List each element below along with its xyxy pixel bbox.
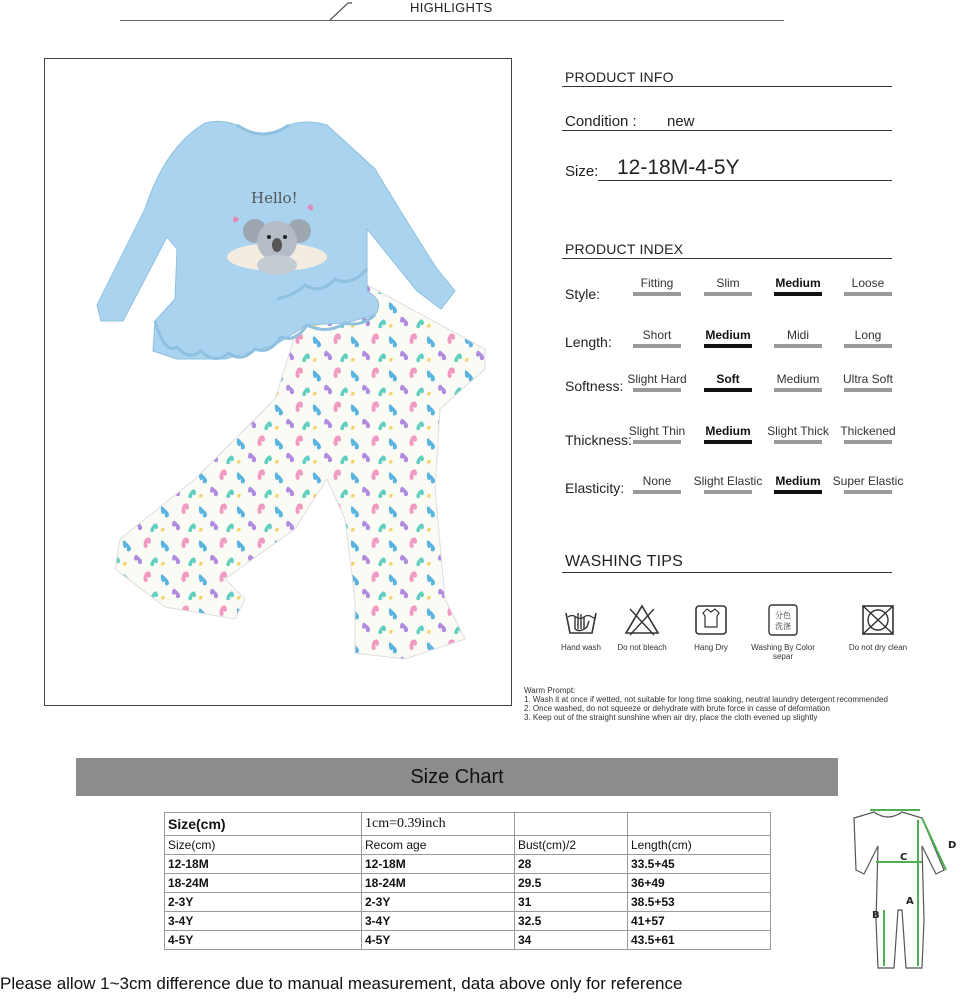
conversion-note: 1cm=0.39inch: [362, 813, 515, 836]
index-option-label: Slight Thick: [767, 424, 829, 438]
index-option-label: Medium: [705, 328, 751, 342]
table-cell: 43.5+61: [628, 931, 771, 950]
footer-note: Please allow 1~3cm difference due to manual measurement, data above only for reference: [0, 974, 683, 993]
svg-text:洗涤: 洗涤: [775, 622, 791, 631]
index-row-label: Thickness:: [565, 432, 632, 448]
index-option-label: Fitting: [640, 276, 674, 290]
index-option: [621, 474, 693, 494]
table-cell: 36+49: [628, 874, 771, 893]
index-option-bar: [774, 388, 822, 392]
warm-prompt-line: 3. Keep out of the straight sunshine when air dry, place the cloth evened up slightly: [524, 713, 818, 722]
index-option-bar: [633, 292, 681, 296]
index-option-bar: [704, 344, 752, 348]
table-row: [165, 855, 771, 874]
index-option-bar: [844, 490, 892, 494]
index-option: [692, 474, 764, 494]
table-row: [165, 874, 771, 893]
warm-prompt: [524, 686, 964, 722]
index-option-bar: [844, 344, 892, 348]
wash-item-hang-dry: [671, 603, 751, 652]
index-option-bar: [844, 388, 892, 392]
index-option-label: Thickened: [840, 424, 896, 438]
table-cell: 4-5Y: [165, 931, 362, 950]
index-option: [621, 328, 693, 348]
index-option: [832, 424, 904, 444]
index-row-label: Style:: [565, 286, 601, 302]
table-cell: 12-18M: [362, 855, 515, 874]
table-cell: 12-18M: [165, 855, 362, 874]
table-title-row: [165, 813, 771, 836]
color-separate-icon: [765, 603, 801, 637]
index-option-label: Slight Thin: [628, 424, 686, 438]
index-row-label: Softness:: [565, 378, 624, 394]
table-row: [165, 931, 771, 950]
index-option-label: Slim: [716, 276, 740, 290]
product-index-rule: [562, 258, 892, 259]
product-info-title: PRODUCT INFO: [565, 69, 674, 85]
index-option-label: Super Elastic: [832, 474, 904, 488]
index-option-label: Soft: [716, 372, 740, 386]
index-option-selected: [762, 474, 834, 494]
index-option-bar: [774, 344, 822, 348]
table-row: [165, 893, 771, 912]
index-option-label: Medium: [776, 372, 820, 386]
wash-label: Do not dry clean: [848, 643, 908, 652]
index-option-label: Loose: [851, 276, 885, 290]
table-cell: 33.5+45: [628, 855, 771, 874]
index-option-bar: [704, 292, 752, 296]
table-cell: 3-4Y: [165, 912, 362, 931]
table-cell: 29.5: [515, 874, 628, 893]
index-option-label: Midi: [786, 328, 809, 342]
wash-item-color-separate: [746, 603, 820, 661]
wash-item-no-dry-clean: [838, 603, 918, 652]
highlights-slash-icon: [326, 2, 352, 20]
highlights-rule: [120, 20, 784, 21]
index-option-bar: [704, 440, 752, 444]
no-bleach-icon: [624, 603, 660, 637]
index-option: [762, 424, 834, 444]
index-option: [762, 372, 834, 392]
svg-text:分色: 分色: [775, 611, 791, 620]
hang-dry-icon: [693, 603, 729, 637]
size-label: Size:: [565, 163, 599, 180]
index-option-bar: [774, 440, 822, 444]
index-option-bar: [774, 490, 822, 494]
index-option: [832, 474, 904, 494]
table-cell: 18-24M: [165, 874, 362, 893]
index-option: [832, 328, 904, 348]
condition-label: Condition :: [565, 113, 637, 130]
index-option-bar: [774, 292, 822, 296]
diagram-label: C: [900, 852, 908, 863]
table-cell: 18-24M: [362, 874, 515, 893]
index-option-selected: [692, 328, 764, 348]
size-rule: [598, 180, 892, 181]
warm-prompt-line: 1. Wash it at once if wetted, not suitable for long time soaking, neutral laundry detergent recommended: [524, 695, 888, 704]
index-option: [621, 276, 693, 296]
index-row-label: Elasticity:: [565, 480, 625, 496]
table-cell: 38.5+53: [628, 893, 771, 912]
column-header: Length(cm): [628, 836, 771, 855]
condition-value: new: [667, 113, 695, 130]
wash-item-no-bleach: [602, 603, 682, 652]
size-chart-banner: Size Chart: [76, 758, 838, 796]
svg-text:Hello!: Hello!: [251, 189, 298, 207]
index-option-bar: [704, 490, 752, 494]
index-option-selected: [762, 276, 834, 296]
index-option-label: None: [642, 474, 672, 488]
index-option-bar: [844, 292, 892, 296]
product-info-rule: [562, 86, 892, 87]
column-header: Bust(cm)/2: [515, 836, 628, 855]
table-cell: 32.5: [515, 912, 628, 931]
product-index-title: PRODUCT INDEX: [565, 241, 684, 257]
table-cell: 4-5Y: [362, 931, 515, 950]
diagram-label: A: [906, 896, 914, 907]
wash-label: Hand wash: [560, 643, 602, 652]
washing-tips-rule: [562, 572, 892, 573]
no-dry-clean-icon: [860, 603, 896, 637]
index-option: [832, 276, 904, 296]
measurement-diagram: [840, 800, 964, 972]
index-option-label: Long: [854, 328, 882, 342]
table-cell: 34: [515, 931, 628, 950]
column-header: Recom age: [362, 836, 515, 855]
size-value: 12-18M-4-5Y: [617, 156, 740, 179]
washing-tips-title: WASHING TIPS: [565, 553, 683, 570]
condition-rule: [562, 130, 892, 131]
index-option-selected: [692, 424, 764, 444]
wash-label: Do not bleach: [617, 643, 667, 652]
index-option-bar: [633, 344, 681, 348]
index-row-label: Length:: [565, 334, 612, 350]
table-cell: 31: [515, 893, 628, 912]
index-option-label: Medium: [775, 276, 821, 290]
index-option: [621, 372, 693, 392]
warm-prompt-line: 2. Once washed, do not squeeze or dehydrate with brute force in casse of deformation: [524, 704, 830, 713]
index-option-bar: [844, 440, 892, 444]
product-photo: [44, 58, 512, 706]
table-cell: 3-4Y: [362, 912, 515, 931]
wash-label: Washing By Color separ: [751, 643, 815, 661]
unit-header: Size(cm): [165, 813, 362, 836]
table-cell: 28: [515, 855, 628, 874]
index-option: [762, 328, 834, 348]
table-cell: 41+57: [628, 912, 771, 931]
column-header: Size(cm): [165, 836, 362, 855]
highlights-title: HIGHLIGHTS: [410, 0, 493, 15]
index-option-bar: [633, 440, 681, 444]
index-option: [692, 276, 764, 296]
index-option: [621, 424, 693, 444]
diagram-label: D: [948, 840, 957, 851]
index-option-label: Medium: [775, 474, 821, 488]
index-option-selected: [692, 372, 764, 392]
index-option-label: Short: [642, 328, 672, 342]
index-option-label: Slight Elastic: [693, 474, 763, 488]
empty-cell: [628, 813, 771, 836]
index-option-bar: [633, 490, 681, 494]
empty-cell: [515, 813, 628, 836]
diagram-label: B: [872, 910, 880, 921]
index-option: [832, 372, 904, 392]
index-option-label: Slight Hard: [627, 372, 687, 386]
table-cell: 2-3Y: [362, 893, 515, 912]
index-option-label: Ultra Soft: [842, 372, 893, 386]
warm-prompt-title: Warm Prompt:: [524, 686, 576, 695]
hand-wash-icon: [563, 603, 599, 637]
wash-label: Hang Dry: [694, 643, 728, 652]
table-cell: 2-3Y: [165, 893, 362, 912]
index-option-label: Medium: [705, 424, 751, 438]
index-option-bar: [704, 388, 752, 392]
index-option-bar: [633, 388, 681, 392]
table-row: [165, 912, 771, 931]
column-header-row: [165, 836, 771, 855]
outfit-illustration: [45, 59, 511, 705]
size-chart-table: [164, 812, 771, 950]
